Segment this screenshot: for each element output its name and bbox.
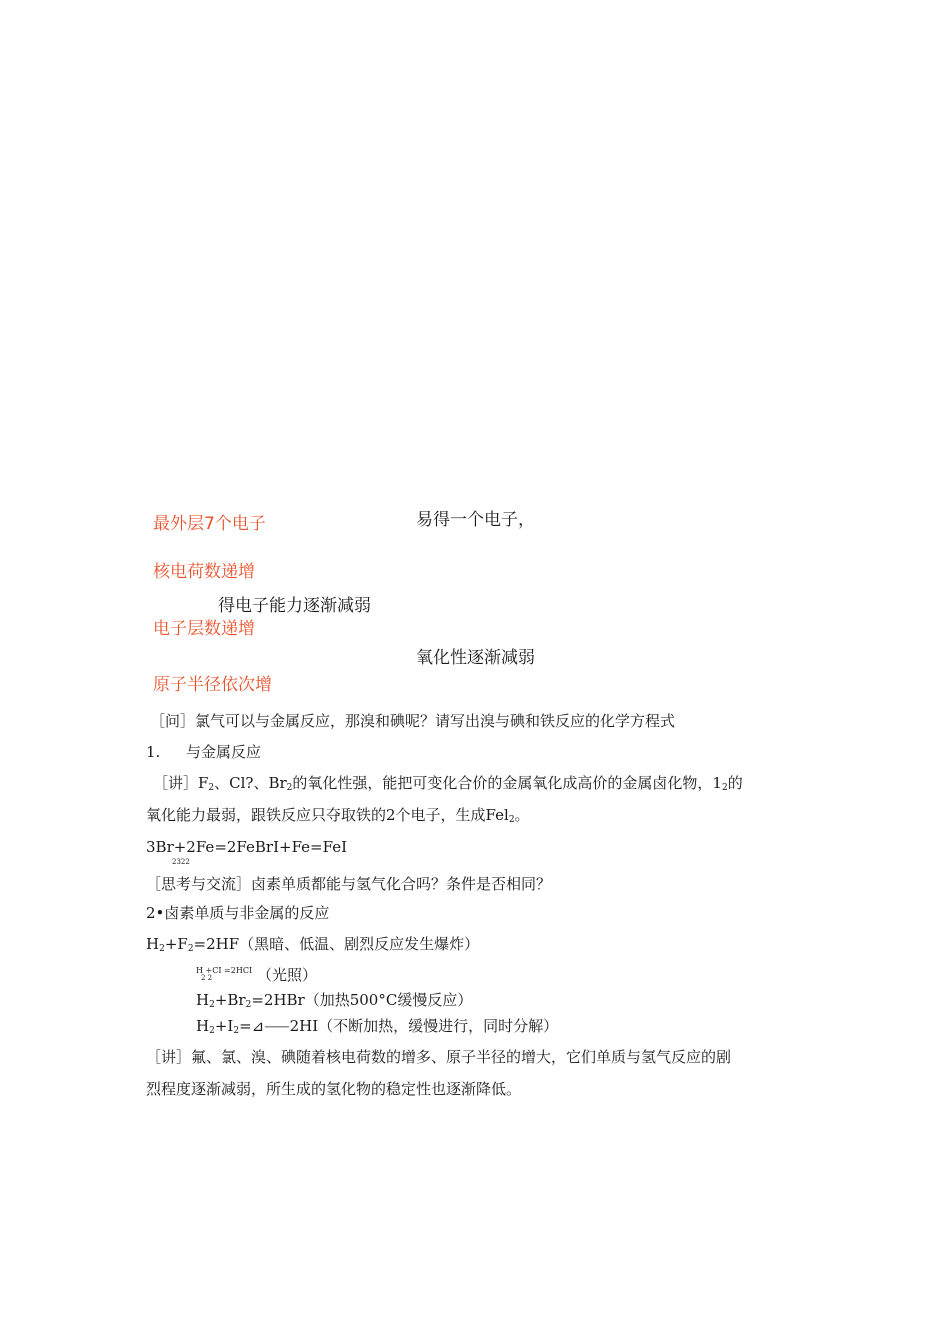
reaction-hf: $H_2+F_2=2HF$（黑暗、低温、剧烈反应发生爆炸） — [146, 935, 480, 954]
lecture2-line1: ［讲］氟、氯、溴、碘随着核电荷数的增多、原子半径的增大，它们单质与氢气反应的剧 — [146, 1048, 732, 1066]
iron-equation-subscripts: 2322 — [172, 858, 190, 866]
reaction-hbr: $H_2+Br_2=2HBr$（加热500°C缓慢反应） — [196, 991, 473, 1010]
gain-electron-label: 易得一个电子， — [416, 510, 535, 530]
reaction-hcl-condition: （光照） — [257, 966, 318, 984]
section1-number: 1. — [146, 743, 161, 761]
question-paragraph: ［问］氯气可以与金属反应，那溴和碘呢？请写出溴与碘和铁反应的化学方程式 — [150, 712, 676, 730]
electron-layers-label: 电子层数递增 — [153, 619, 255, 639]
outer-electrons-label: 最外层7个电子 — [153, 514, 266, 534]
reaction-hcl-formula: H +CI =2HCI — [196, 966, 253, 975]
section1-title: 与金属反应 — [186, 743, 262, 761]
discussion-paragraph: ［思考与交流］卤素单质都能与氢气化合吗？条件是否相同？ — [146, 875, 552, 893]
section2-title: 2•卤素单质与非金属的反应 — [146, 904, 330, 922]
iron-equation: 3Br+2Fe=2FeBrI+Fe=FeI — [146, 838, 347, 856]
lecture1-line1: ［讲$]F_2$、Cl?、$Br_2$的氧化性强，能把可变化合价的金属氧化成高价的金属卤化物，$1_2$的 — [153, 774, 743, 793]
nuclear-charge-label: 核电荷数递增 — [153, 562, 255, 582]
reaction-hi: $H_2+I_2=⊿⸺2HI$（不断加热，缓慢进行，同时分解） — [196, 1017, 559, 1036]
atomic-radius-label: 原子半径依次增 — [153, 675, 272, 695]
oxidizing-label: 氧化性逐渐减弱 — [416, 648, 535, 668]
lecture2-line2: 烈程度逐渐减弱，所生成的氢化物的稳定性也逐渐降低。 — [146, 1080, 522, 1098]
reaction-hcl-subscripts: 2 2 — [201, 974, 213, 982]
lecture1-line2: 氧化能力最弱，跟铁反应只夺取铁的2个电子，生成Fel$_2$。 — [146, 806, 530, 825]
gain-ability-label: 得电子能力逐渐减弱 — [218, 596, 371, 616]
